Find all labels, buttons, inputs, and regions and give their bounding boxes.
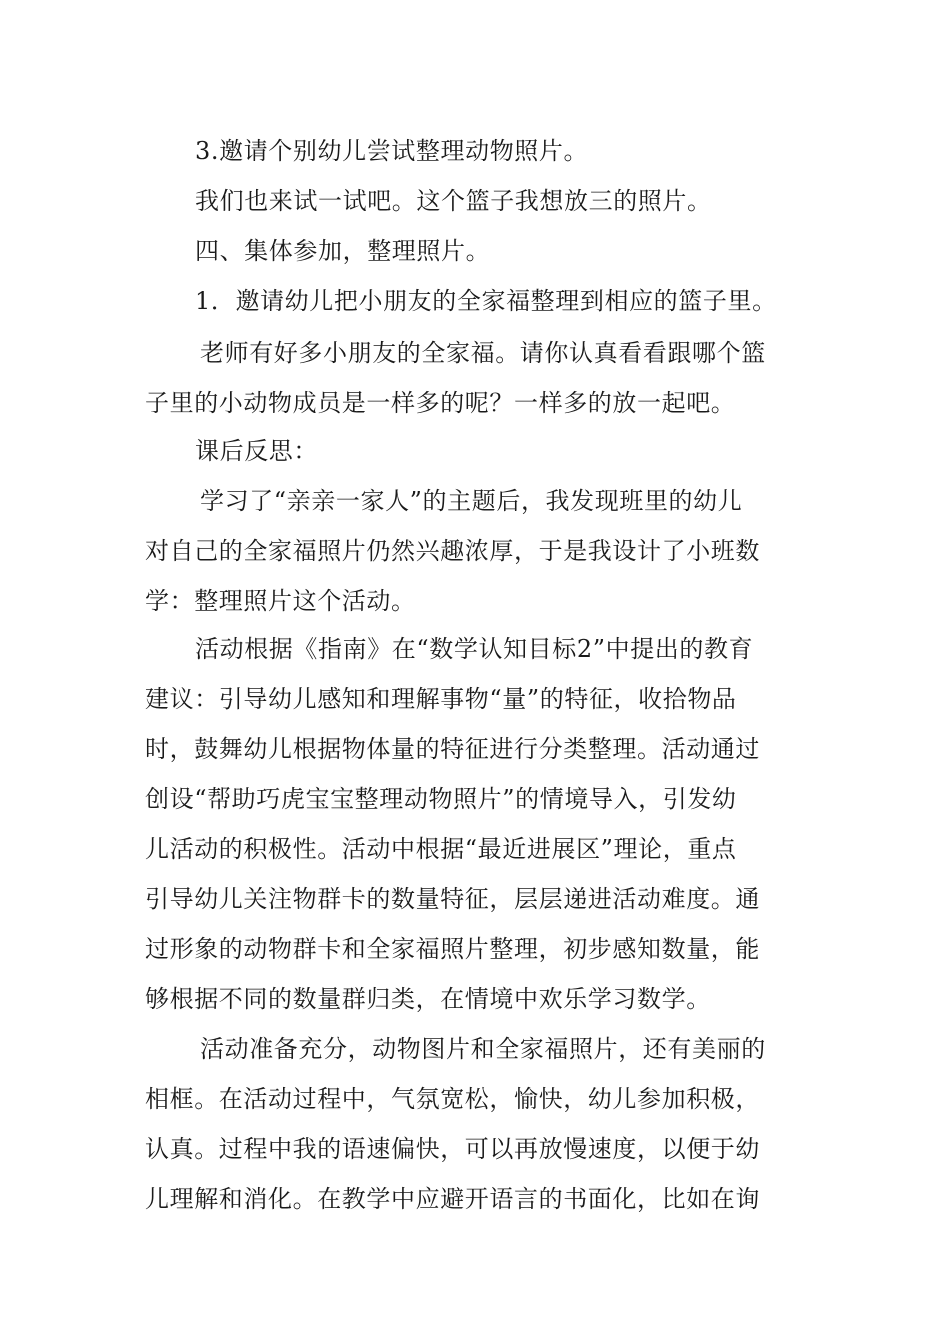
text-line: 学习了“亲亲一家人”的主题后，我发现班里的幼儿 [200,487,743,515]
text-line: 儿理解和消化。在教学中应避开语言的书面化，比如在询 [145,1185,760,1213]
text-line: 3.邀请个别幼儿尝试整理动物照片。 [195,137,589,165]
text-line: 活动根据《指南》在“数学认知目标2”中提出的教育 [195,635,754,663]
text-line: 够根据不同的数量群归类，在情境中欢乐学习数学。 [145,985,711,1013]
text-line: 学：整理照片这个活动。 [145,587,416,615]
text-line: 过形象的动物群卡和全家福照片整理，初步感知数量，能 [145,935,760,963]
text-line: 时，鼓舞幼儿根据物体量的特征进行分类整理。活动通过 [145,735,760,763]
text-line: 建议：引导幼儿感知和理解事物“量”的特征，收拾物品 [145,685,737,713]
text-line: 1．邀请幼儿把小朋友的全家福整理到相应的篮子里。 [195,287,777,315]
text-line: 活动准备充分，动物图片和全家福照片，还有美丽的 [200,1035,766,1063]
text-line: 我们也来试一试吧。这个篮子我想放三的照片。 [195,187,712,215]
text-line: 课后反思： [195,437,318,465]
text-line: 相框。在活动过程中，气氛宽松，愉快，幼儿参加积极， [145,1085,760,1113]
text-line: 认真。过程中我的语速偏快，可以再放慢速度，以便于幼 [145,1135,760,1163]
text-line: 四、集体参加，整理照片。 [195,237,491,265]
text-line: 老师有好多小朋友的全家福。请你认真看看跟哪个篮 [200,339,766,367]
text-line: 引导幼儿关注物群卡的数量特征，层层递进活动难度。通 [145,885,760,913]
text-line: 子里的小动物成员是一样多的呢？一样多的放一起吧。 [145,389,736,417]
text-line: 儿活动的积极性。活动中根据“最近进展区”理论，重点 [145,835,737,863]
text-line: 对自己的全家福照片仍然兴趣浓厚，于是我设计了小班数 [145,537,760,565]
text-line: 创设“帮助巧虎宝宝整理动物照片”的情境导入，引发幼 [145,785,737,813]
